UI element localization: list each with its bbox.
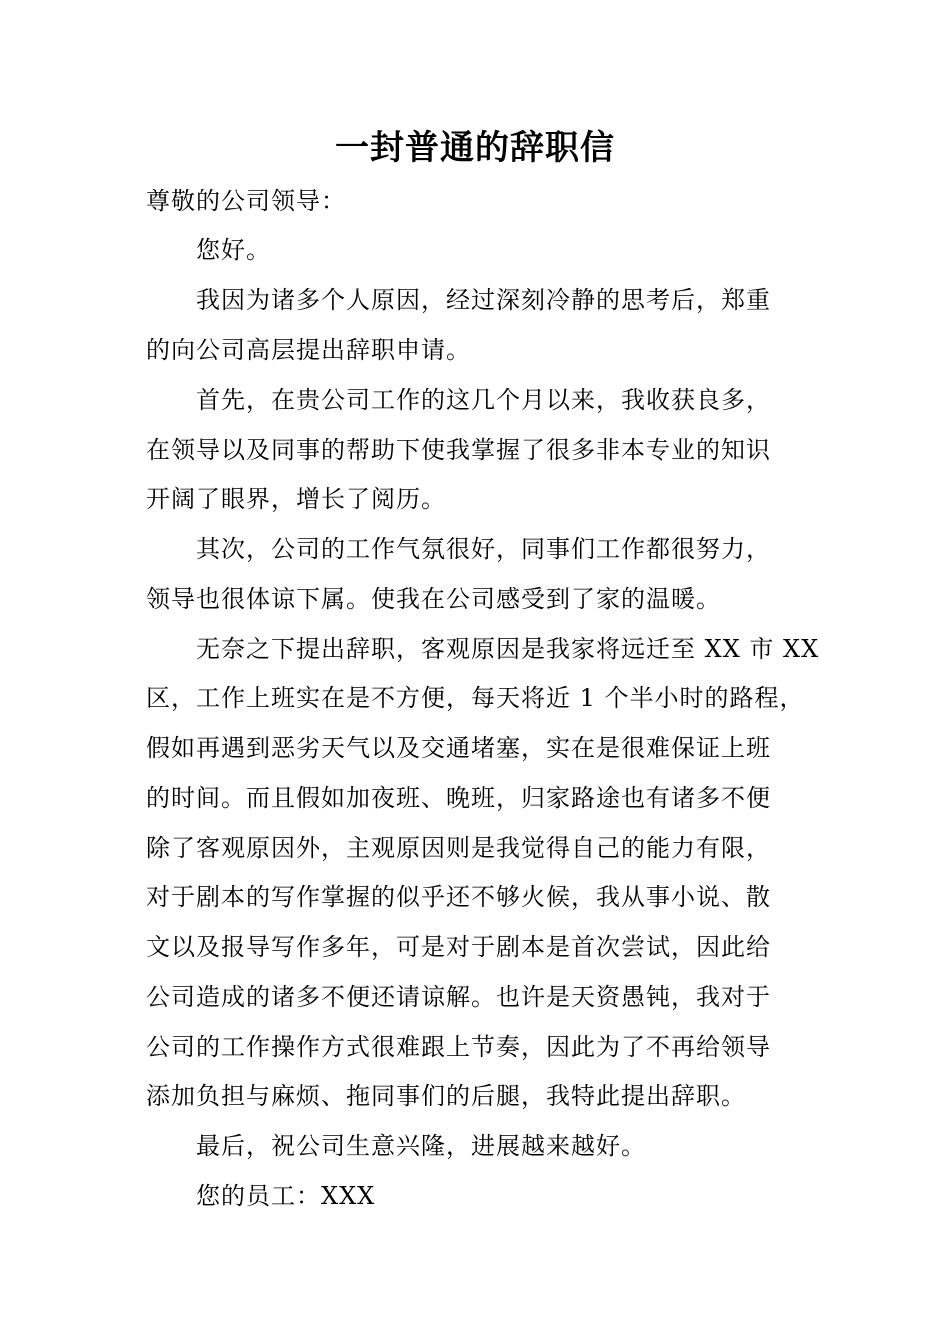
body-line: 文以及报导写作多年，可是对于剧本是首次尝试，因此给 [146,933,771,961]
body-line: 在领导以及同事的帮助下使我掌握了很多非本专业的知识 [146,436,771,464]
body-line: 我因为诸多个人原因，经过深刻冷静的思考后，郑重 [196,286,771,314]
body-line: 无奈之下提出辞职，客观原因是我家将远迁至 XX 市 XX [196,635,820,663]
body-line: 领导也很体谅下属。使我在公司感受到了家的温暖。 [146,585,721,613]
body-line: 添加负担与麻烦、拖同事们的后腿，我特此提出辞职。 [146,1082,746,1110]
body-line: 假如再遇到恶劣天气以及交通堵塞，实在是很难保证上班 [146,734,771,762]
salutation-line: 尊敬的公司领导： [146,187,346,215]
signature-line: 您的员工：XXX [196,1182,376,1210]
document-title: 一封普通的辞职信 [335,128,615,168]
body-line: 的时间。而且假如加夜班、晚班，归家路途也有诸多不便 [146,784,771,812]
body-line: 其次，公司的工作气氛很好，同事们工作都很努力， [196,535,771,563]
body-line: 开阔了眼界，增长了阅历。 [146,485,446,513]
body-line: 首先，在贵公司工作的这几个月以来，我收获良多， [196,386,771,414]
body-line: 对于剧本的写作掌握的似乎还不够火候，我从事小说、散 [146,883,771,911]
body-line: 公司的工作操作方式很难跟上节奏，因此为了不再给领导 [146,1033,771,1061]
closing-line: 最后，祝公司生意兴隆，进展越来越好。 [196,1132,646,1160]
body-line: 除了客观原因外，主观原因则是我觉得自己的能力有限， [146,834,771,862]
body-line: 的向公司高层提出辞职申请。 [146,336,471,364]
body-line: 区，工作上班实在是不方便，每天将近 1 个半小时的路程， [146,684,805,712]
greeting-line: 您好。 [196,236,271,264]
body-line: 公司造成的诸多不便还请谅解。也许是天资愚钝，我对于 [146,983,771,1011]
